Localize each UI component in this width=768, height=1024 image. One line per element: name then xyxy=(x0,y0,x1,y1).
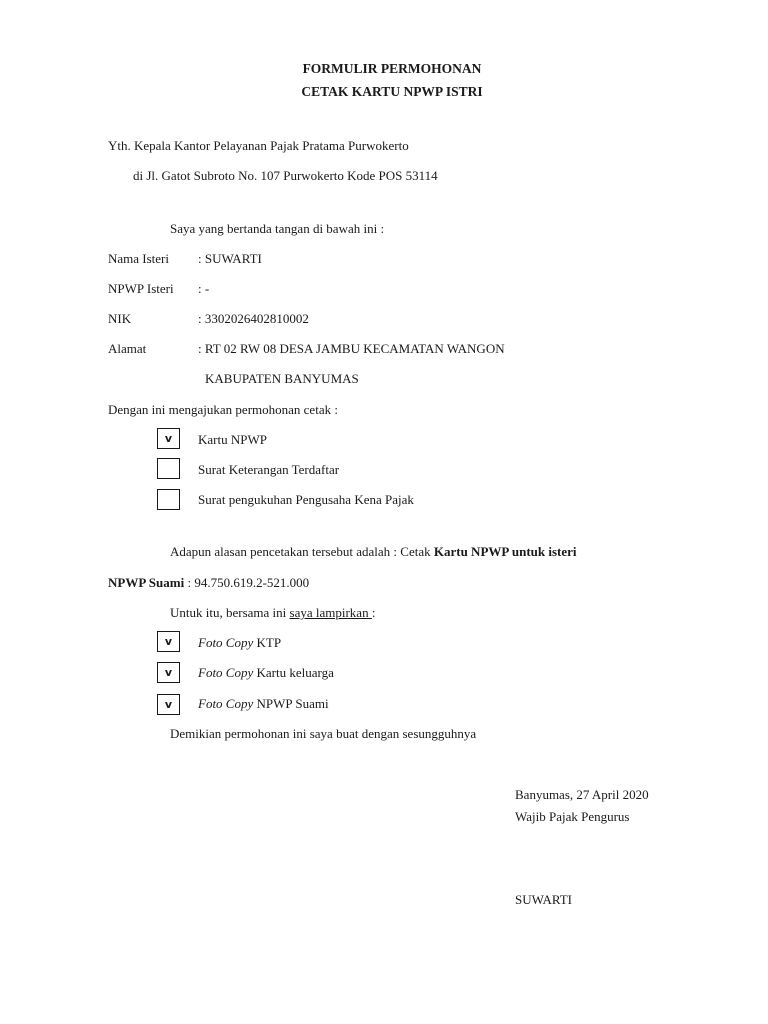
field-label-alamat: Alamat xyxy=(108,341,147,356)
attach-intro-prefix: Untuk itu, bersama ini xyxy=(170,605,290,620)
attach-intro-suffix: : xyxy=(371,605,376,620)
field-value-nik: : 3302026402810002 xyxy=(198,311,309,326)
closing-text: Demikian permohonan ini saya buat dengan sesungguhnya xyxy=(170,726,477,741)
field-value-alamat-line2: KABUPATEN BANYUMAS xyxy=(205,371,359,386)
attach-label-ktp xyxy=(198,635,281,651)
attach-intro xyxy=(170,605,375,621)
signature-role: Wajib Pajak Pengurus xyxy=(515,809,630,824)
attach-label-kk xyxy=(198,665,334,681)
checkbox-surat-keterangan[interactable] xyxy=(157,458,180,479)
checkbox-kartu-npwp[interactable]: v xyxy=(157,428,180,449)
attach-label-npwp-suami xyxy=(198,696,329,712)
attach-rest-npwp-suami: NPWP Suami xyxy=(253,696,329,711)
checkbox-fc-ktp[interactable]: v xyxy=(157,631,180,652)
address-location: di Jl. Gatot Subroto No. 107 Purwokerto Kode POS 53114 xyxy=(133,168,438,183)
request-intro: Dengan ini mengajukan permohonan cetak : xyxy=(108,402,338,417)
attach-italic-npwp-suami: Foto Copy xyxy=(198,696,254,711)
request-label-surat-pengukuhan: Surat pengukuhan Pengusaha Kena Pajak xyxy=(198,492,414,507)
field-value-alamat: : RT 02 RW 08 DESA JAMBU KECAMATAN WANGON xyxy=(198,341,505,356)
address-recipient: Yth. Kepala Kantor Pelayanan Pajak Pratama Purwokerto xyxy=(108,138,409,153)
checkbox-fc-npwp-suami[interactable]: v xyxy=(157,694,180,715)
checkbox-surat-pengukuhan[interactable] xyxy=(157,489,180,510)
npwp-suami-label: NPWP Suami xyxy=(108,575,185,590)
attach-italic-ktp: Foto Copy xyxy=(198,635,254,650)
field-label-npwp: NPWP Isteri xyxy=(108,281,174,296)
reason-bold: Kartu NPWP untuk isteri xyxy=(433,544,577,559)
title-line-2: CETAK KARTU NPWP ISTRI xyxy=(301,84,483,99)
checkbox-fc-kk[interactable]: v xyxy=(157,662,180,683)
signature-place-date: Banyumas, 27 April 2020 xyxy=(515,787,649,802)
field-label-nama: Nama Isteri xyxy=(108,251,170,266)
npwp-suami-value: : 94.750.619.2-521.000 xyxy=(184,575,310,590)
request-label-kartu-npwp: Kartu NPWP xyxy=(198,432,267,447)
request-label-surat-keterangan: Surat Keterangan Terdaftar xyxy=(198,462,340,477)
attach-italic-kk: Foto Copy xyxy=(198,665,254,680)
field-label-nik: NIK xyxy=(108,311,132,326)
reason-line-1 xyxy=(170,544,577,560)
field-value-nama: : SUWARTI xyxy=(198,251,262,266)
reason-line-2 xyxy=(108,575,309,591)
field-value-npwp: : - xyxy=(198,281,210,296)
intro-text: Saya yang bertanda tangan di bawah ini : xyxy=(170,221,385,236)
attach-rest-kk: Kartu keluarga xyxy=(253,665,334,680)
signature-name: SUWARTI xyxy=(515,892,572,907)
title-line-1: FORMULIR PERMOHONAN xyxy=(302,61,482,76)
attach-intro-underlined: saya lampirkan xyxy=(289,605,372,620)
attach-rest-ktp: KTP xyxy=(253,635,282,650)
reason-prefix: Adapun alasan pencetakan tersebut adalah : Cetak xyxy=(170,544,434,559)
